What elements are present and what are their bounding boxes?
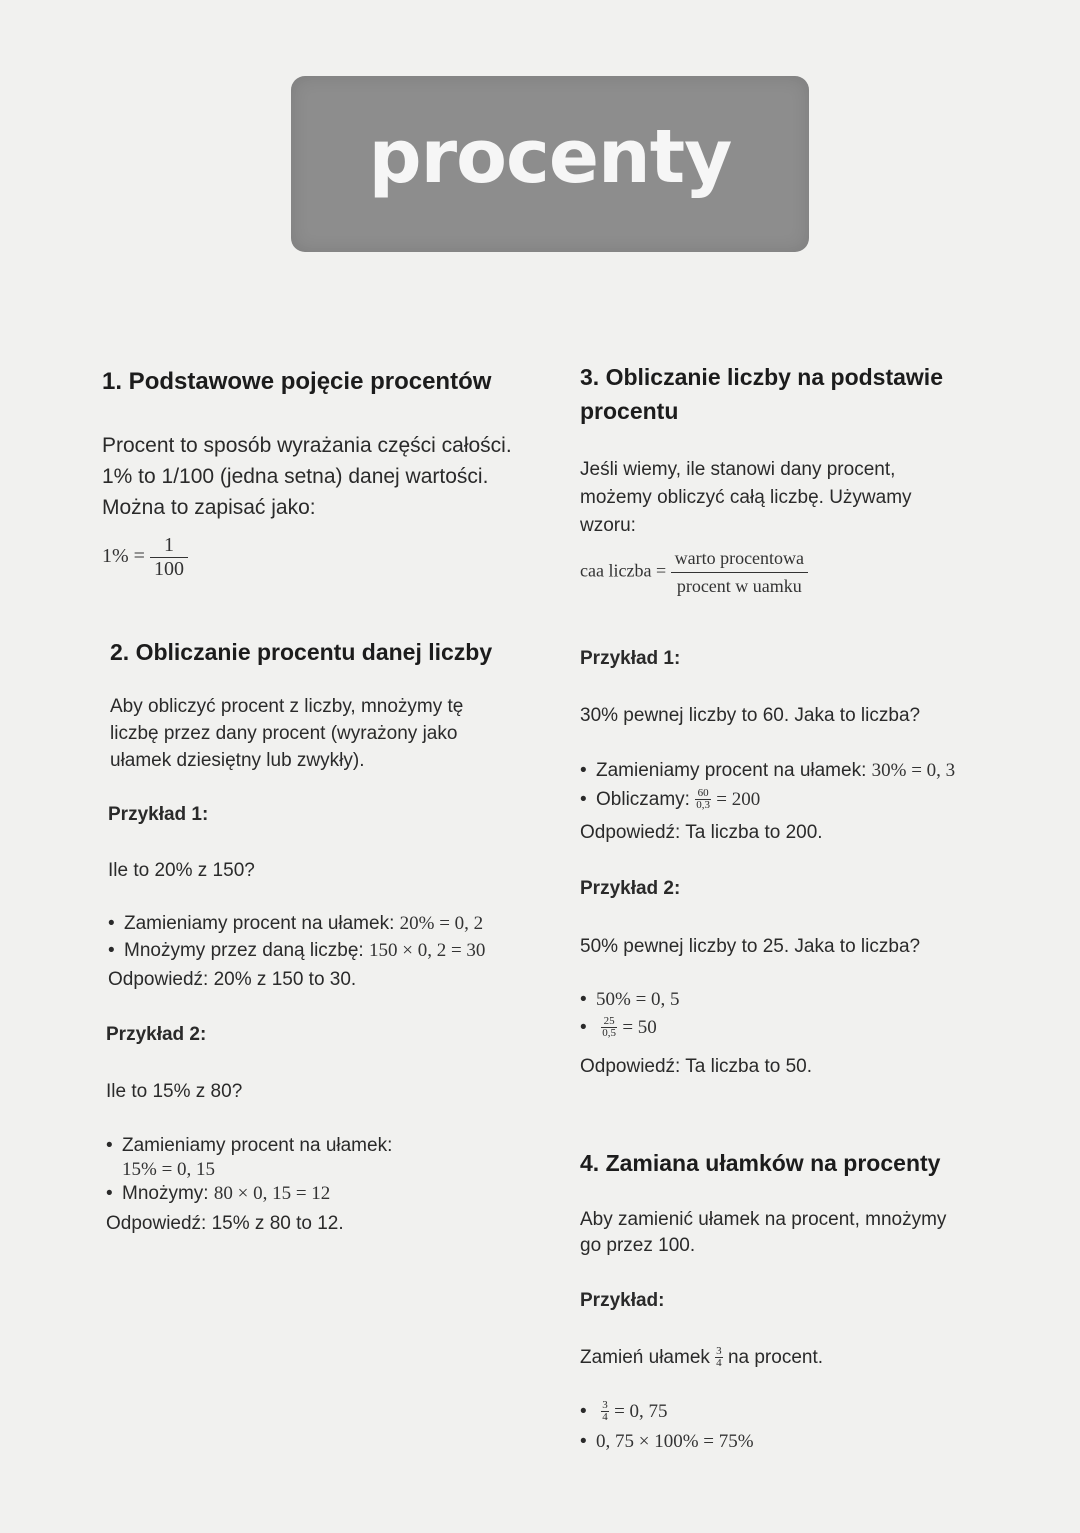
section-4-heading: 4. Zamiana ułamków na procenty <box>580 1150 941 1176</box>
section-2-example-2-step-2: • Mnożymy: 80 × 0, 15 = 12 <box>106 1183 331 1204</box>
section-2-example-2-answer: Odpowiedź: 15% z 80 to 12. <box>106 1213 344 1234</box>
formula-denominator: 100 <box>153 558 184 580</box>
section-1-line-3: Można to zapisać jako: <box>102 496 316 519</box>
section-3-desc-3: wzoru: <box>580 515 636 536</box>
section-4-example-label: Przykład: <box>580 1290 665 1311</box>
section-2-desc-3: ułamek dziesiętny lub zwykły). <box>110 750 365 771</box>
section-2-example-2-label: Przykład 2: <box>106 1024 207 1045</box>
section-4-example-question: Zamień ułamek $\frac{3}{4}$ na procent. <box>580 1345 824 1370</box>
section-1-line-1: Procent to sposób wyrażania części całości. <box>102 434 512 457</box>
section-3-desc-2: możemy obliczyć całą liczbę. Używamy <box>580 487 912 508</box>
section-3-example-2-question: 50% pewnej liczby to 25. Jaka to liczba? <box>580 936 921 957</box>
section-2-desc-2: liczbę przez dany procent (wyrażony jako <box>110 723 458 744</box>
formula-fraction <box>671 548 808 597</box>
formula-fraction <box>150 534 188 581</box>
section-2-desc-1: Aby obliczyć procent z liczby, mnożymy tę <box>110 696 464 717</box>
whole-number-formula <box>580 548 808 597</box>
section-3-example-1-question: 30% pewnej liczby to 60. Jaka to liczba? <box>580 705 921 726</box>
section-2-example-1-answer: Odpowiedź: 20% z 150 to 30. <box>108 969 357 990</box>
section-4-desc-2: go przez 100. <box>580 1235 696 1256</box>
percent-definition-formula <box>102 534 188 581</box>
section-2-example-1-step-1: • Zamieniamy procent na ułamek: 20% = 0, 2 <box>108 913 484 934</box>
formula-denominator: procent w uamku <box>676 576 802 596</box>
section-3-heading-line-2: procentu <box>580 398 679 424</box>
section-2-heading: 2. Obliczanie procentu danej liczby <box>110 639 493 665</box>
section-3-example-2-label: Przykład 2: <box>580 878 681 899</box>
section-1-heading: 1. Podstawowe pojęcie procentów <box>102 368 492 395</box>
page-title: procenty <box>368 114 732 200</box>
section-1-line-2: 1% to 1/100 (jedna setna) danej wartości. <box>102 465 489 488</box>
section-3-example-2-answer: Odpowiedź: Ta liczba to 50. <box>580 1056 813 1077</box>
section-3-example-1-label: Przykład 1: <box>580 648 681 669</box>
section-3-example-2-step-2: • $\frac{25}{0,5}$ = 50 <box>580 1015 657 1040</box>
section-2-example-1-question: Ile to 20% z 150? <box>108 860 255 881</box>
section-3-example-1-step-1: • Zamieniamy procent na ułamek: 30% = 0, 3 <box>580 760 956 781</box>
formula-numerator: 1 <box>150 534 188 558</box>
section-2-example-2-step-1: • Zamieniamy procent na ułamek: <box>106 1135 393 1156</box>
formula-left: 1% = <box>102 545 145 568</box>
section-2-example-2-question: Ile to 15% z 80? <box>106 1081 243 1102</box>
section-2-example-2-step-1-math: 15% = 0, 15 <box>122 1159 216 1180</box>
section-3-example-1-step-2: • Obliczamy: $\frac{60}{0,3}$ = 200 <box>580 787 761 812</box>
section-2-example-1-step-2: • Mnożymy przez daną liczbę: 150 × 0, 2 = 30 <box>108 940 486 961</box>
section-4-step-1: • $\frac{3}{4}$ = 0, 75 <box>580 1399 668 1424</box>
section-3-example-1-answer: Odpowiedź: Ta liczba to 200. <box>580 822 823 843</box>
title-banner <box>291 76 809 252</box>
section-2-example-1-label: Przykład 1: <box>108 804 209 825</box>
section-3-example-2-step-1: • 50% = 0, 5 <box>580 989 680 1010</box>
section-3-heading-line-1: 3. Obliczanie liczby na podstawie <box>580 364 943 390</box>
formula-numerator: warto procentowa <box>671 548 808 573</box>
formula-left: caa liczba = <box>580 560 667 581</box>
section-4-step-2: • 0, 75 × 100% = 75% <box>580 1431 754 1452</box>
section-3-desc-1: Jeśli wiemy, ile stanowi dany procent, <box>580 459 896 480</box>
section-4-desc-1: Aby zamienić ułamek na procent, mnożymy <box>580 1209 947 1230</box>
